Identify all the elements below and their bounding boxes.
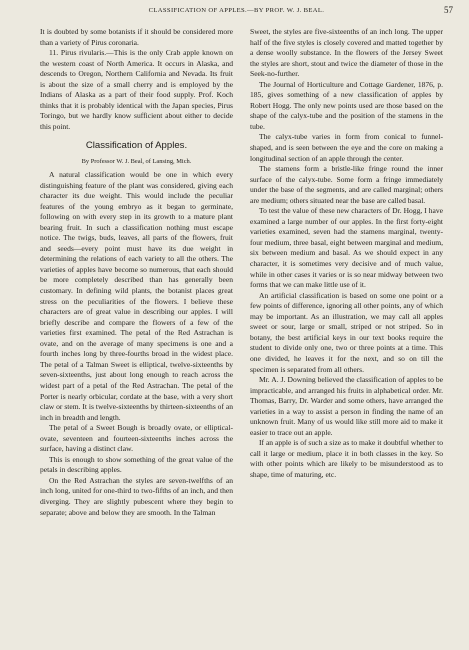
paragraph: The stamens form a bristle-like fringe round the inner surface of the calyx-tube. Some form a fringe immediately under the base of the segments, and are called marginal; others are medium; others situated near the base are called basal.	[250, 164, 443, 205]
paragraph: Mr. A. J. Downing believed the classification of apples to be impracticable, and arranged his fruits in alphabetical order. Mr. Thomas, Barry, Dr. Warder and some others, have arranged the varieties in a way to assist a person in finding the name of an unknown fruit. Many of us would like still more aid to make it easier to trace out an apple.	[250, 375, 443, 437]
running-title: CLASSIFICATION OF APPLES.—BY PROF. W. J. BEAL.	[148, 7, 325, 14]
paragraph: If an apple is of such a size as to make it doubtful whether to call it large or medium, place it in both classes in the key. So with other points which are likely to be misunderstood as to shape, time of maturing, etc.	[250, 438, 443, 479]
page-number: 57	[444, 5, 453, 15]
running-header	[18, 6, 455, 18]
paragraph: Sweet, the styles are five-sixteenths of an inch long. The upper half of the five styles is closely covered and matted together by a dense woolly substance. In the flowers of the Jersey Sweet the styles are short, stout and twice the diameter of those in the Seek-no-further.	[250, 27, 443, 79]
paragraph: The petal of a Sweet Bough is broadly ovate, or elliptical-ovate, seventeen and fourteen-sixteenths inches across the surface, having a distinct claw.	[40, 423, 233, 454]
paragraph: An artificial classification is based on some one point or a few points of difference, ignoring all other points, any of which may be important. As an illustration, we may call all apples sweet or sour, large or small, striped or not striped. So in botany, the best artificial keys in our text books require the student to divide only one, two or three points at a time. This one divided, he leaves it for the next, and so on till the specimen is separated from all others.	[250, 290, 443, 374]
right-column	[250, 27, 443, 481]
article-byline: By Professor W. J. Beal, of Lansing, Mich.	[81, 158, 192, 166]
paragraph: The calyx-tube varies in form from conical to funnel-shaped, and is seen between the eye and the core on making a longitudinal section of an apple through the center.	[250, 132, 443, 163]
paragraph: It is doubted by some botanists if it should be considered more than a variety of Pirus coronaria.	[40, 27, 233, 47]
paragraph: To test the value of these new characters of Dr. Hogg, I have examined a large number of our apples. In the first forty-eight varieties examined, seven had the stamens marginal, twenty-four medium, three basal, eight between marginal and medium, six between medium and basal. As we should expect in any character, it is sometimes very decisive and of much value, while in other cases it varies or is so near midway between two forms that we can make little use of it.	[250, 206, 443, 290]
paragraph: The Journal of Horticulture and Cottage Gardener, 1876, p. 185, gives something of a new classification of apples by Robert Hogg. The only new points used are those based on the shape of the calyx-tube and the position of the stamens in the tube.	[250, 79, 443, 131]
left-column	[40, 27, 233, 518]
article-heading: Classification of Apples.	[85, 140, 188, 152]
paragraph: A natural classification would be one in which every distinguishing feature of the plant was considered, giving each character its due weight. This would include the peculiar features of the young embryo as it began to germinate, following on with every step in its growth to a mature plant bearing fruit. In such a classification nothing must escape notice. The twigs, buds, leaves, all parts of the flowers, fruit and seeds—every point must have its due weight in determining the relations of each variety to all the others. The varieties of apples have become so numerous, that each should be more completely described than has generally been customary. In defining wild plants, the botanist places great stress on the peculiarities of the flowers. I believe these characters are of great value in describing our apples. I will briefly describe and compare the flowers of a few of the varieties first examined. The petal of the Red Astrachan is ovate, and on the average of many specimens is one and a fourth inches long by three-fourths broad in the widest place. The petal of a Talman Sweet is elliptical, twelve-sixteenths by seven-sixteenths, just about long enough to reach across the widest part of a petal of the Red Astrachan. The petal of the Porter is nearly orbicular, cordate at the base, with a very short claw or stem. It is twelve-sixteenths by thirteen-sixteenths of an inch in breadth and length.	[40, 170, 233, 422]
paragraph: On the Red Astrachan the styles are seven-twelfths of an inch long, united for one-third to two-fifths of an inch, and then diverging. They are slightly pubescent where they begin to separate; above and below they are smooth. In the Talman	[40, 475, 233, 517]
paragraph: This is enough to show something of the great value of the petals in describing apples.	[40, 454, 233, 475]
paragraph: 11. Pirus rivularis.—This is the only Crab apple known on the western coast of North America. It occurs in Alaska, and descends to Oregon, Northern California and Nevada. Its fruit is about the size of a small cherry and is employed by the Indians of Alaska as a part of their food supply. Prof. Koch thinks that it is probably identical with the Japan species, Pirus Toringo, but we hardly know sufficient about either to decide this point.	[40, 48, 233, 131]
